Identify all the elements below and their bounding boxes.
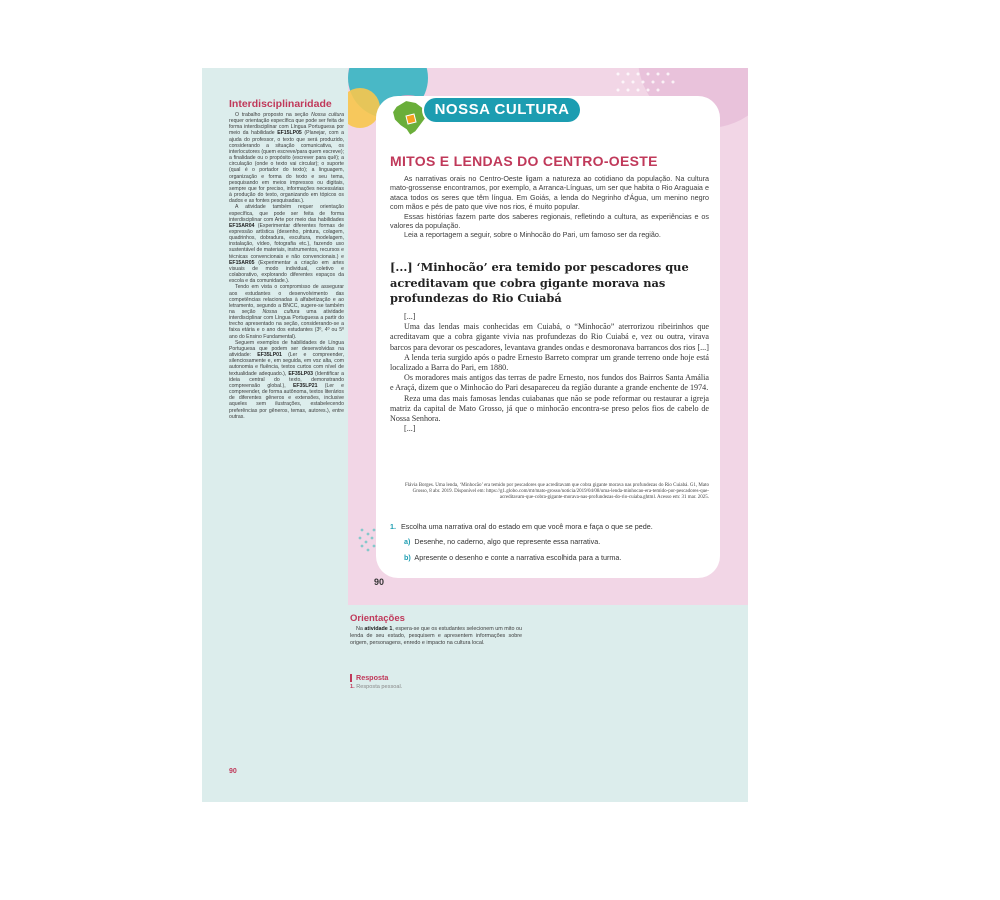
page-number: 90 [374,577,385,587]
answer-marker [350,674,352,682]
article-paragraph: A lenda teria surgido após o padre Ernesto Barreto comprar um grande terreno onde hoje está localizado a Barra do Pari, em 1880. [390,352,709,373]
article-source: Flávia Borges. Uma lenda, ‘Minhocão’ era temido por pescadores que acreditavam que cobra gigante morava nas profundezas do Rio Cuiabá. G1, Mato Grosso, 8 abr. 2019. Disponível em: https://g1.globo.com/mt/mato-grosso/noticia/2019/04/08/uma-lenda-minhocao-era-temido-por-pescadores-que-acreditavam-que-cobra-gigante-morava-nas-profundezas-do-rio-cuiaba.ghtml. Acesso em: 31 mar. 2025. [404,483,709,501]
text-run: (Ler e compreender, silenciosamente e, em seguida, em voz alta, com autonomia e fluência, textos curtos com nível de textualidade adequado.), [229,352,345,377]
answer-text [350,684,402,690]
text-run: , espera-se que os estudantes selecionem um mito ou lenda de seu estado, pesquisem e apresentem informações sobre origem, personagens, enredo e impacto na cultura local. [350,626,522,646]
article-title: [...] ‘Minhocão’ era temido por pescadores que acreditavam que cobra gigante morava nas profundezas do Rio Cuiabá [390,260,689,305]
activity [390,522,720,562]
article-body [390,312,709,434]
text-run: (Ler e compreender, de forma autônoma, textos literários de diferentes gêneros e extensões, inclusive aqueles sem ilustrações, estabelecendo preferências por gêneros, temas, autores.), entre outras. [229,382,345,420]
text-run: Nossa cultura [262,309,300,315]
article-paragraph: Uma das lendas mais conhecidas em Cuiabá, o “Minhocão” aterrorizou ribeirinhos que acreditavam que a cobra gigante vivia nas profundezas do Rio Cuiabá e, vez ou outra, virava barcos para devorar os pescadores, levantava grandes ondas e desmoronava barrancos dos rios [...] [390,322,709,352]
article-paragraph: [...] [404,424,416,434]
activity-item-letter: b) [404,553,411,562]
section-title: MITOS E LENDAS DO CENTRO-OESTE [390,153,658,169]
activity-number: 1. [390,522,396,531]
text-run: Na [356,626,365,632]
intro-paragraph: Essas histórias fazem parte dos saberes regionais, refletindo a cultura, as experiências e os valores da população. [390,211,709,231]
sidebar-text [229,112,344,420]
skill-code: EF35LP21 [292,382,318,389]
intro-text [390,174,709,240]
text-run: (Identificar a ideia central do texto, demonstrando compreensão global.), [229,370,344,389]
orientations-title: Orientações [350,613,405,624]
activity-item [404,553,621,562]
sidebar-paragraph [229,284,344,339]
article-paragraph: [...] [404,312,416,321]
text-run: (Planejar, com a ajuda do professor, o texto que será produzido, considerando a situação comunicativa, os interlocutores (quem escreve/para quem escreve); a finalidade ou o propósito (escrever para quê); a circulação (onde o texto vai circular); o suporte (qual é o portador do texto); a linguagem, organização e forma do texto e seu tema, pesquisando em meios impressos ou digitais, sempre que for preciso, informações necessárias à produção do texto, organizando em tópicos os dados e as fontes pesquisadas.). [229,130,344,205]
text-run: (Experimentar a criação em artes visuais de modo individual, coletivo e colaborativo, explorando diferentes espaços da escola e da comunidade.). [229,259,344,285]
sidebar-paragraph [229,112,344,204]
article-paragraph: Os moradores mais antigos das terras de padre Ernesto, nos fundos dos Bairros Santa Amália e Araçá, dizem que o Minhocão do Pari desapareceu da região durante a grande enchente de 1974. [390,373,709,393]
sidebar-paragraph [229,340,344,420]
activity-item [404,537,600,546]
article-paragraph: Reza uma das mais famosas lendas cuiabanas que não se pode reformar ou restaurar a igreja matriz da capital de Mato Grosso, já que o minhocão encontra-se preso pelos fios de cabelo de Nossa Senhora. [390,393,709,424]
skill-code: EF15AR04 [229,222,255,229]
sidebar-page-number: 90 [229,768,237,775]
text-run: uma atividade interdisciplinar com Língua Portuguesa a partir do trecho apresentado na seção, considerando-se a faixa etária e o ano dos estudantes (3º, 4º ou 5º ano do Ensino Fundamental). [229,309,345,340]
answer-number: 1. [350,684,355,690]
orientations-text [350,626,522,647]
answer-value: Resposta pessoal. [356,684,403,690]
skill-code: atividade 1 [364,626,393,632]
intro-paragraph: As narrativas orais no Centro-Oeste ligam a natureza ao cotidiano da população. Na cultura mato-grossense encontramos, por exemplo, a Arranca-Línguas, um ser que habita o Rio Araguaia e ataca todos os seres que têm língua. Em Goiás, a lenda do Negrinho d'Água, um menino negro com mãos e pés de pato que vive nos rios, é muito popular. [390,174,709,212]
answer-title: Resposta [356,673,389,682]
text-run: Nossa cultura [311,112,344,118]
text-run: requer orientação específica que pode ser feita de forma interdisciplinar com Língua Portuguesa por meio da habilidade [229,118,344,137]
skill-code: EF15LP05 [277,130,302,137]
sidebar-title: Interdisciplinaridade [229,98,332,110]
text-run: Seguem exemplos de habilidades de Língua Portuguesa que podem ser desenvolvidas na atividade: [229,339,344,359]
activity-item-letter: a) [404,537,411,546]
text-run: (Experimentar diferentes formas de expressão artística (desenho, pintura, colagem, quadrinhos, dobradura, escultura, modelagem, instalação, vídeo, fotografia etc.), fazendo uso sustentável de materiais, instrumentos, recursos e técnicas convencionais e não convencionais.) e [229,222,344,260]
skill-code: EF35LP03 [288,370,313,377]
skill-code: EF15AR05 [229,259,255,266]
sidebar-paragraph [229,204,344,284]
activity-item-text: Desenhe, no caderno, algo que represente essa narrativa. [414,537,601,546]
text-run: O trabalho proposto na seção [235,112,312,118]
intro-paragraph: Leia a reportagem a seguir, sobre o Minhocão do Pari, um famoso ser da região. [404,230,661,240]
activity-item-text: Apresente o desenho e conte a narrativa escolhida para a turma. [414,553,622,562]
activity-prompt-text: Escolha uma narrativa oral do estado em que você mora e faça o que se pede. [401,522,653,531]
text-run: A atividade também requer orientação específica, que pode ser feita de forma interdisciplinar com Arte por meio das habilidades [229,204,344,223]
text-run: Tendo em vista o compromisso de assegurar aos estudantes o desenvolvimento das competências relacionadas à alfabetização e ao letramento, segundo a BNCC, sugere-se também na seção [229,284,344,315]
skill-code: EF35LP01 [257,352,282,359]
section-banner: NOSSA CULTURA [424,98,580,122]
activity-prompt [390,522,720,531]
